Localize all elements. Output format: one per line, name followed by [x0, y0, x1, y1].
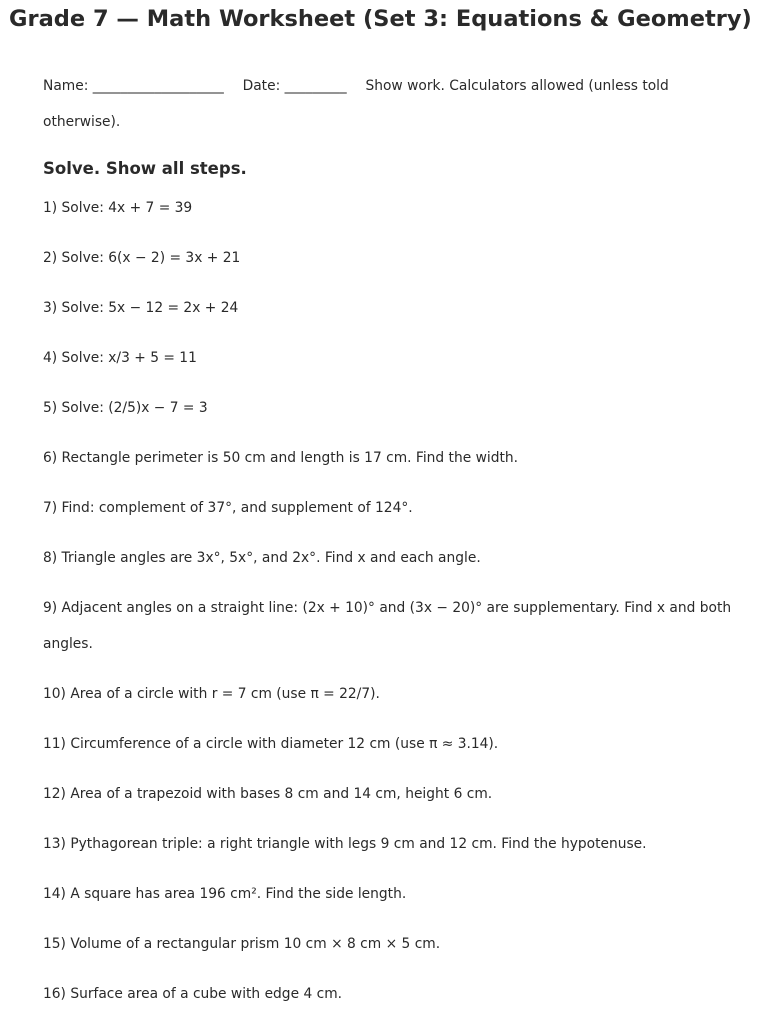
student-info-line [43, 68, 733, 140]
problem-list [43, 190, 733, 1012]
problem-item: 11) Circumference of a circle with diameter 12 cm (use π ≈ 3.14). [43, 736, 499, 752]
problem-item: 6) Rectangle perimeter is 50 cm and length is 17 cm. Find the width. [43, 450, 519, 466]
problem-item: 4) Solve: x/3 + 5 = 11 [43, 350, 197, 366]
instructions-text: Show work. Calculators allowed (unless told otherwise). [43, 78, 669, 130]
problem-item: 14) A square has area 196 cm². Find the side length. [43, 886, 407, 902]
problem-item: 12) Area of a trapezoid with bases 8 cm and 14 cm, height 6 cm. [43, 786, 493, 802]
problem-item: 5) Solve: (2/5)x − 7 = 3 [43, 400, 208, 416]
worksheet-body [43, 68, 733, 1026]
name-field-label: Name: ___________________ [43, 78, 224, 94]
section-heading: Solve. Show all steps. [43, 159, 247, 178]
problem-item: 16) Surface area of a cube with edge 4 cm. [43, 986, 343, 1002]
problem-item: 13) Pythagorean triple: a right triangle with legs 9 cm and 12 cm. Find the hypotenuse. [43, 836, 647, 852]
problem-item: 2) Solve: 6(x − 2) = 3x + 21 [43, 250, 241, 266]
problem-item: 8) Triangle angles are 3x°, 5x°, and 2x°. Find x and each angle. [43, 550, 481, 566]
worksheet-title: Grade 7 — Math Worksheet (Set 3: Equations & Geometry) [9, 6, 752, 32]
date-field-label: Date: _________ [242, 78, 347, 94]
problem-item: 9) Adjacent angles on a straight line: (2x + 10)° and (3x − 20)° are supplementary. Find x and both angles. [43, 600, 732, 652]
problem-item: 3) Solve: 5x − 12 = 2x + 24 [43, 300, 239, 316]
problem-item: 10) Area of a circle with r = 7 cm (use π = 22/7). [43, 686, 380, 702]
problem-item: 7) Find: complement of 37°, and supplement of 124°. [43, 500, 413, 516]
problem-item: 15) Volume of a rectangular prism 10 cm × 8 cm × 5 cm. [43, 936, 441, 952]
problem-item: 1) Solve: 4x + 7 = 39 [43, 200, 193, 216]
